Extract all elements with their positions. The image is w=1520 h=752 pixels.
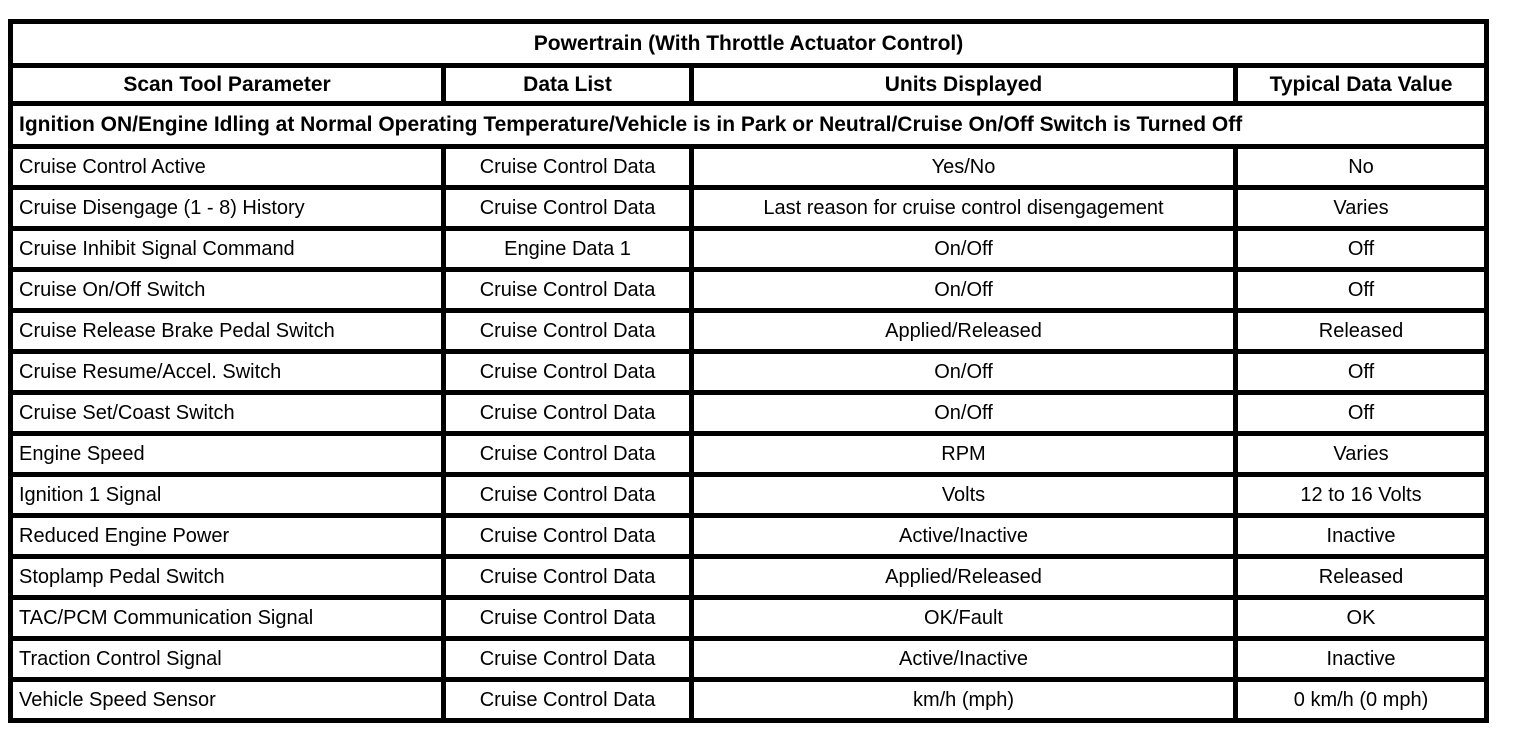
cell-units: On/Off bbox=[692, 393, 1236, 434]
cell-data-list: Cruise Control Data bbox=[444, 598, 692, 639]
cell-value: 0 km/h (0 mph) bbox=[1236, 680, 1487, 721]
table-row bbox=[11, 475, 1487, 516]
cell-parameter: Engine Speed bbox=[11, 434, 444, 475]
cell-data-list: Cruise Control Data bbox=[444, 147, 692, 188]
table-row bbox=[11, 188, 1487, 229]
cell-units: km/h (mph) bbox=[692, 680, 1236, 721]
cell-data-list: Cruise Control Data bbox=[444, 557, 692, 598]
cell-value: Inactive bbox=[1236, 639, 1487, 680]
cell-units: Applied/Released bbox=[692, 311, 1236, 352]
table-row bbox=[11, 680, 1487, 721]
cell-parameter: Stoplamp Pedal Switch bbox=[11, 557, 444, 598]
cell-parameter: TAC/PCM Communication Signal bbox=[11, 598, 444, 639]
table-row bbox=[11, 557, 1487, 598]
cell-units: Yes/No bbox=[692, 147, 1236, 188]
cell-parameter: Ignition 1 Signal bbox=[11, 475, 444, 516]
cell-parameter: Vehicle Speed Sensor bbox=[11, 680, 444, 721]
cell-units: Active/Inactive bbox=[692, 639, 1236, 680]
cell-data-list: Engine Data 1 bbox=[444, 229, 692, 270]
table-row bbox=[11, 311, 1487, 352]
cell-value: 12 to 16 Volts bbox=[1236, 475, 1487, 516]
cell-units: Volts bbox=[692, 475, 1236, 516]
cell-value: Varies bbox=[1236, 188, 1487, 229]
table-row bbox=[11, 434, 1487, 475]
cell-units: Applied/Released bbox=[692, 557, 1236, 598]
cell-parameter: Cruise Disengage (1 - 8) History bbox=[11, 188, 444, 229]
cell-data-list: Cruise Control Data bbox=[444, 393, 692, 434]
cell-parameter: Cruise On/Off Switch bbox=[11, 270, 444, 311]
cell-units: On/Off bbox=[692, 352, 1236, 393]
cell-value: OK bbox=[1236, 598, 1487, 639]
cell-value: Off bbox=[1236, 270, 1487, 311]
column-header-typical-data-value: Typical Data Value bbox=[1236, 66, 1487, 104]
header-row bbox=[11, 66, 1487, 104]
cell-units: RPM bbox=[692, 434, 1236, 475]
column-header-data-list: Data List bbox=[444, 66, 692, 104]
table-row bbox=[11, 639, 1487, 680]
table-row bbox=[11, 393, 1487, 434]
cell-parameter: Cruise Control Active bbox=[11, 147, 444, 188]
cell-data-list: Cruise Control Data bbox=[444, 639, 692, 680]
cell-data-list: Cruise Control Data bbox=[444, 475, 692, 516]
cell-data-list: Cruise Control Data bbox=[444, 352, 692, 393]
cell-value: Varies bbox=[1236, 434, 1487, 475]
column-header-scan-tool-parameter: Scan Tool Parameter bbox=[11, 66, 444, 104]
table-row bbox=[11, 270, 1487, 311]
cell-parameter: Cruise Set/Coast Switch bbox=[11, 393, 444, 434]
table-row bbox=[11, 229, 1487, 270]
test-conditions-text: Ignition ON/Engine Idling at Normal Operating Temperature/Vehicle is in Park or Neutral/Cruise On/Off Switch is Turned Off bbox=[11, 104, 1487, 147]
cell-parameter: Reduced Engine Power bbox=[11, 516, 444, 557]
cell-value: Inactive bbox=[1236, 516, 1487, 557]
cell-units: Last reason for cruise control disengagement bbox=[692, 188, 1236, 229]
cell-data-list: Cruise Control Data bbox=[444, 434, 692, 475]
cell-data-list: Cruise Control Data bbox=[444, 270, 692, 311]
test-conditions-row bbox=[11, 104, 1487, 147]
cell-parameter: Cruise Inhibit Signal Command bbox=[11, 229, 444, 270]
table-row bbox=[11, 598, 1487, 639]
cell-parameter: Traction Control Signal bbox=[11, 639, 444, 680]
cell-value: Off bbox=[1236, 229, 1487, 270]
cell-units: On/Off bbox=[692, 270, 1236, 311]
cell-data-list: Cruise Control Data bbox=[444, 188, 692, 229]
cell-value: Released bbox=[1236, 311, 1487, 352]
cell-parameter: Cruise Release Brake Pedal Switch bbox=[11, 311, 444, 352]
table-row bbox=[11, 516, 1487, 557]
powertrain-scan-tool-table bbox=[8, 19, 1489, 723]
cell-data-list: Cruise Control Data bbox=[444, 516, 692, 557]
cell-value: Off bbox=[1236, 393, 1487, 434]
title-row bbox=[11, 22, 1487, 66]
table-title: Powertrain (With Throttle Actuator Control) bbox=[11, 22, 1487, 66]
cell-data-list: Cruise Control Data bbox=[444, 311, 692, 352]
cell-value: Released bbox=[1236, 557, 1487, 598]
cell-data-list: Cruise Control Data bbox=[444, 680, 692, 721]
table-row bbox=[11, 147, 1487, 188]
cell-units: Active/Inactive bbox=[692, 516, 1236, 557]
cell-units: OK/Fault bbox=[692, 598, 1236, 639]
cell-parameter: Cruise Resume/Accel. Switch bbox=[11, 352, 444, 393]
column-header-units-displayed: Units Displayed bbox=[692, 66, 1236, 104]
cell-units: On/Off bbox=[692, 229, 1236, 270]
cell-value: No bbox=[1236, 147, 1487, 188]
table-row bbox=[11, 352, 1487, 393]
cell-value: Off bbox=[1236, 352, 1487, 393]
